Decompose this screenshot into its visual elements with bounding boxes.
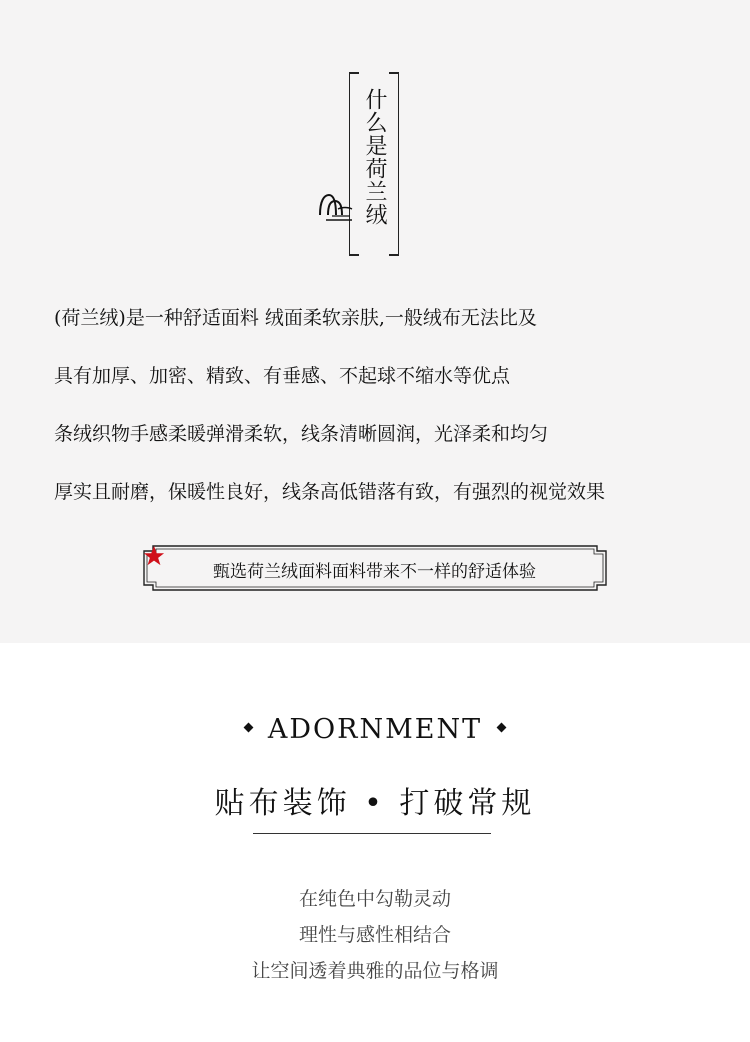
vertical-title-frame — [349, 72, 399, 256]
adornment-line-1: 在纯色中勾勒灵动 — [298, 888, 451, 910]
adornment-line-2: 理性与感性相结合 — [298, 924, 451, 946]
adornment-subtitle: 贴布装饰 • 打破常规 — [214, 786, 536, 821]
diamond-icon — [243, 723, 253, 733]
intro-paragraph-1: (荷兰绒)是一种舒适面料 绒面柔软亲肤,一般绒布无法比及 — [54, 307, 537, 329]
section-title: 什么是荷兰绒 — [362, 88, 387, 226]
feature-banner — [143, 545, 607, 591]
adornment-heading — [0, 714, 750, 745]
adornment-line-3: 让空间透着典雅的品位与格调 — [251, 960, 499, 982]
divider — [253, 833, 491, 834]
intro-paragraph-4: 厚实且耐磨，保暖性良好，线条高低错落有致，有强烈的视觉效果 — [54, 481, 606, 503]
intro-paragraph-2: 具有加厚、加密、精致、有垂感、不起球不缩水等优点 — [54, 365, 511, 387]
adornment-heading-text: ADORNMENT — [267, 714, 483, 745]
star-icon — [143, 545, 165, 567]
diamond-icon — [497, 723, 507, 733]
banner-text: 甄选荷兰绒面料面料带来不一样的舒适体验 — [213, 562, 536, 582]
intro-paragraph-3: 条绒织物手感柔暖弹滑柔软，线条清晰圆润，光泽柔和均匀 — [54, 423, 549, 445]
mountain-seal-icon — [318, 187, 356, 223]
